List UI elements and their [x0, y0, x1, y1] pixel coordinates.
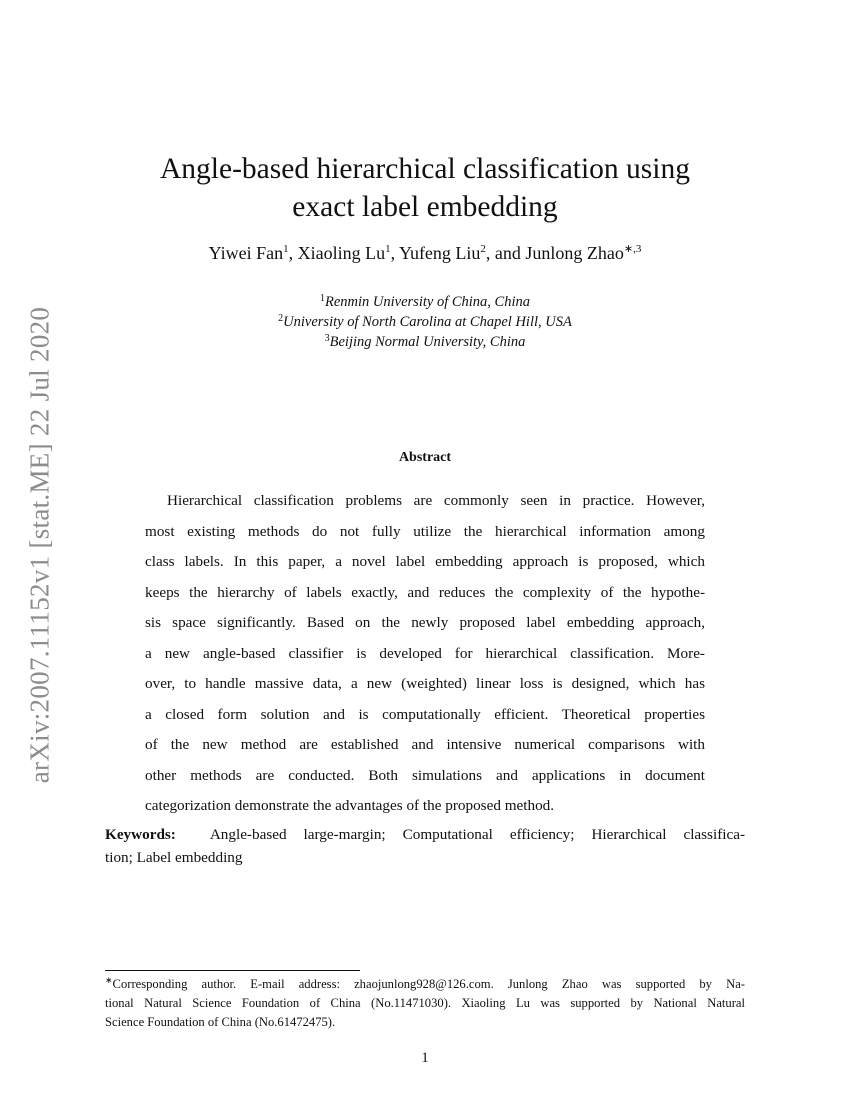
abstract-line: most existing methods do not fully utilize the hierarchical information among	[145, 522, 705, 540]
affiliation-mark: 3	[324, 333, 330, 344]
affiliation-item	[100, 312, 750, 332]
abstract-heading: Abstract	[398, 450, 452, 465]
abstract-line: a closed form solution and is computationally efficient. Theoretical properties	[145, 705, 705, 723]
keywords-line	[105, 823, 745, 846]
abstract-line: Hierarchical classification problems are commonly seen in practice. However,	[167, 492, 705, 509]
footnote-line	[105, 975, 745, 994]
affiliation-item	[100, 332, 750, 352]
page-number: 1	[421, 1050, 429, 1066]
title-line-1: Angle-based hierarchical classification using	[160, 153, 690, 185]
keywords-label: Keywords:	[105, 826, 176, 843]
affiliation-mark: 2	[278, 313, 284, 324]
corresponding-author-footnote	[105, 975, 745, 1032]
author-affiliation-mark: ∗,3	[623, 243, 642, 255]
author-separator: , and	[485, 243, 526, 263]
abstract-line: class labels. In this paper, a novel label embedding approach is proposed, which	[145, 553, 705, 570]
author-list	[100, 243, 750, 264]
abstract-body	[145, 486, 705, 822]
affiliation-text: Beijing Normal University, China	[329, 334, 526, 350]
paper-title	[100, 150, 750, 226]
author-separator: ,	[390, 243, 399, 263]
footnote-text: Corresponding author. E-mail address: zhaojunlong928@126.com. Junlong Zhao was supported by Na-	[112, 977, 745, 991]
abstract-line: sis space significantly. Based on the newly proposed label embedding approach,	[145, 614, 705, 631]
abstract-line: of the new method are established and intensive numerical comparisons with	[145, 736, 705, 753]
author-separator: ,	[288, 243, 298, 263]
arxiv-identifier[interactable]: arXiv:2007.11152v1 [stat.ME] 22 Jul 2020	[24, 306, 55, 784]
abstract-line: a new angle-based classifier is developed for hierarchical classification. More-	[145, 644, 705, 662]
abstract-line: categorization demonstrate the advantages of the proposed method.	[145, 797, 555, 814]
footnote-line: tional Natural Science Foundation of China (No.11471030). Xiaoling Lu was supported by National Natural	[105, 996, 745, 1010]
author-affiliation-mark: 1	[283, 243, 289, 255]
affiliation-text: Renmin University of China, China	[325, 294, 530, 310]
affiliation-mark: 1	[320, 293, 325, 304]
affiliation-list	[100, 292, 750, 352]
author-name: Yufeng Liu	[398, 243, 481, 263]
author-name: Xiaoling Lu	[297, 243, 386, 263]
keywords-line: tion; Label embedding	[105, 849, 243, 866]
footnote-line: Science Foundation of China (No.61472475).	[105, 1015, 336, 1029]
keywords-text: Angle-based large-margin; Computational efficiency; Hierarchical classifica-	[209, 826, 746, 843]
keywords-section	[105, 823, 745, 869]
footnote-divider	[105, 970, 360, 971]
abstract-line: keeps the hierarchy of labels exactly, and reduces the complexity of the hypothe-	[145, 583, 705, 601]
abstract-line: other methods are conducted. Both simulations and applications in document	[145, 766, 705, 784]
author-affiliation-mark: 1	[385, 243, 391, 255]
author-affiliation-mark: 2	[480, 243, 486, 255]
footnote-mark: ∗	[105, 975, 113, 985]
affiliation-item	[100, 292, 750, 312]
affiliation-text: University of North Carolina at Chapel Hill, USA	[283, 314, 572, 330]
title-line-2: exact label embedding	[292, 191, 558, 223]
abstract-line: over, to handle massive data, a new (weighted) linear loss is designed, which has	[145, 675, 705, 692]
author-name: Yiwei Fan	[208, 243, 284, 263]
author-name: Junlong Zhao	[525, 243, 624, 263]
